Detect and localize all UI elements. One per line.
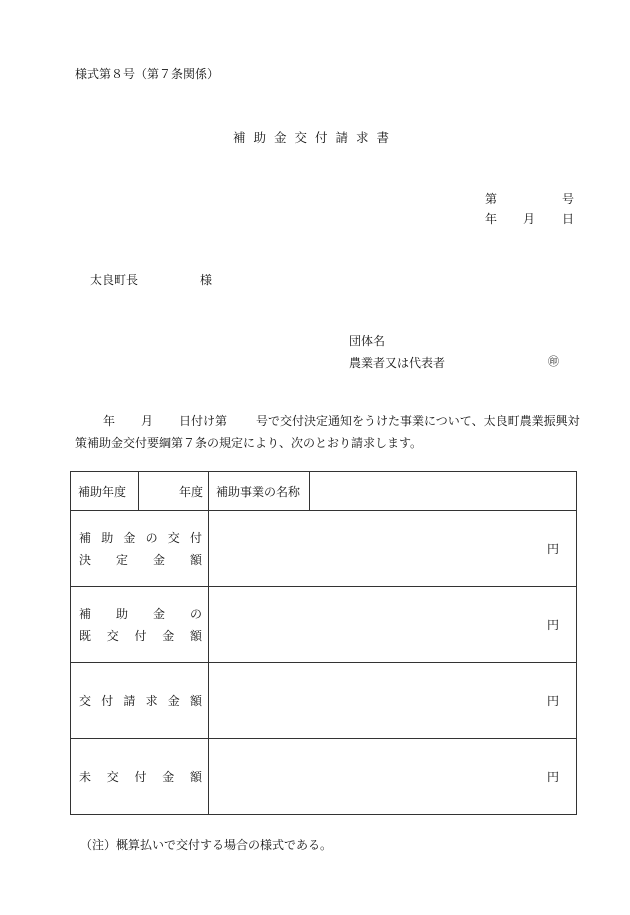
row-label-char: 付 — [134, 769, 147, 784]
row-label-char: 助 — [101, 530, 114, 545]
row-label-char: の — [145, 530, 158, 545]
row-label-char: 助 — [115, 606, 128, 621]
claim-table — [70, 471, 577, 815]
representative-label: 農業者又は代表者 — [349, 356, 446, 370]
table-header-row — [71, 472, 577, 511]
grant-decision-amount: 円 — [209, 511, 577, 587]
request-statement — [75, 410, 580, 454]
row-label-char: 交 — [106, 769, 119, 784]
form-number: 様式第８号（第７条関係） — [75, 67, 220, 81]
table-row — [71, 511, 577, 587]
row-label-char: の — [189, 606, 202, 621]
seal-mark: ㊞ — [548, 355, 559, 368]
row-label-char: 金 — [152, 552, 165, 567]
statement-year: 年 — [103, 414, 116, 428]
row-label-char: 交 — [167, 530, 180, 545]
row-label-char: 補 — [79, 606, 92, 621]
row-label-char: 付 — [101, 693, 114, 708]
unpaid-amount-label — [71, 739, 209, 815]
row-label-char: 求 — [145, 693, 158, 708]
row-label-char: 交 — [106, 628, 119, 643]
document-number-prefix: 第 — [485, 192, 498, 206]
row-label-char: 既 — [79, 628, 92, 643]
row-label-char: 付 — [134, 628, 147, 643]
subsidy-year-label: 補助年度 — [71, 472, 139, 511]
requested-amount-label — [71, 663, 209, 739]
document-number — [485, 190, 575, 207]
document-title: 補助金交付請求書 — [232, 130, 397, 145]
row-label-char: 未 — [79, 769, 92, 784]
row-label-char: 付 — [189, 530, 202, 545]
row-label-char: 請 — [123, 693, 136, 708]
addressee — [90, 271, 213, 288]
row-label-char: 交 — [79, 693, 92, 708]
footnote: （注）概算払いで交付する場合の様式である。 — [80, 838, 333, 852]
statement-month: 月 — [141, 414, 154, 428]
statement-dated: 日付け第 — [179, 414, 228, 428]
table-row — [71, 587, 577, 663]
addressee-honorific: 様 — [200, 273, 213, 287]
unpaid-amount: 円 — [209, 739, 577, 815]
grant-decision-label — [71, 511, 209, 587]
row-label-char: 定 — [115, 552, 128, 567]
row-label-char: 額 — [189, 628, 202, 643]
row-label-char: 額 — [189, 552, 202, 567]
organization-label: 団体名 — [349, 334, 386, 348]
table-row — [71, 739, 577, 815]
row-label-char: 金 — [123, 530, 136, 545]
date-year: 年 — [485, 212, 498, 226]
row-label-char: 決 — [79, 552, 92, 567]
row-label-char: 金 — [167, 693, 180, 708]
project-name-label: 補助事業の名称 — [209, 472, 310, 511]
date-day: 日 — [562, 212, 575, 226]
already-paid-label — [71, 587, 209, 663]
addressee-name: 太良町長 — [90, 273, 139, 287]
row-label-char: 金 — [162, 628, 175, 643]
row-label-char: 金 — [152, 606, 165, 621]
document-number-suffix: 号 — [562, 192, 575, 206]
statement-body: 号で交付決定通知をうけた事業について、太良町農業振興対策補助金交付要綱第７条の規定により、次のとおり請求します。 — [75, 414, 580, 450]
row-label-char: 額 — [189, 769, 202, 784]
already-paid-amount: 円 — [209, 587, 577, 663]
row-label-char: 金 — [162, 769, 175, 784]
requested-amount: 円 — [209, 663, 577, 739]
table-row — [71, 663, 577, 739]
date-month: 月 — [523, 212, 536, 226]
row-label-char: 額 — [189, 693, 202, 708]
subsidy-year-value: 年度 — [139, 472, 209, 511]
row-label-char: 補 — [79, 530, 92, 545]
project-name-value — [310, 472, 577, 511]
